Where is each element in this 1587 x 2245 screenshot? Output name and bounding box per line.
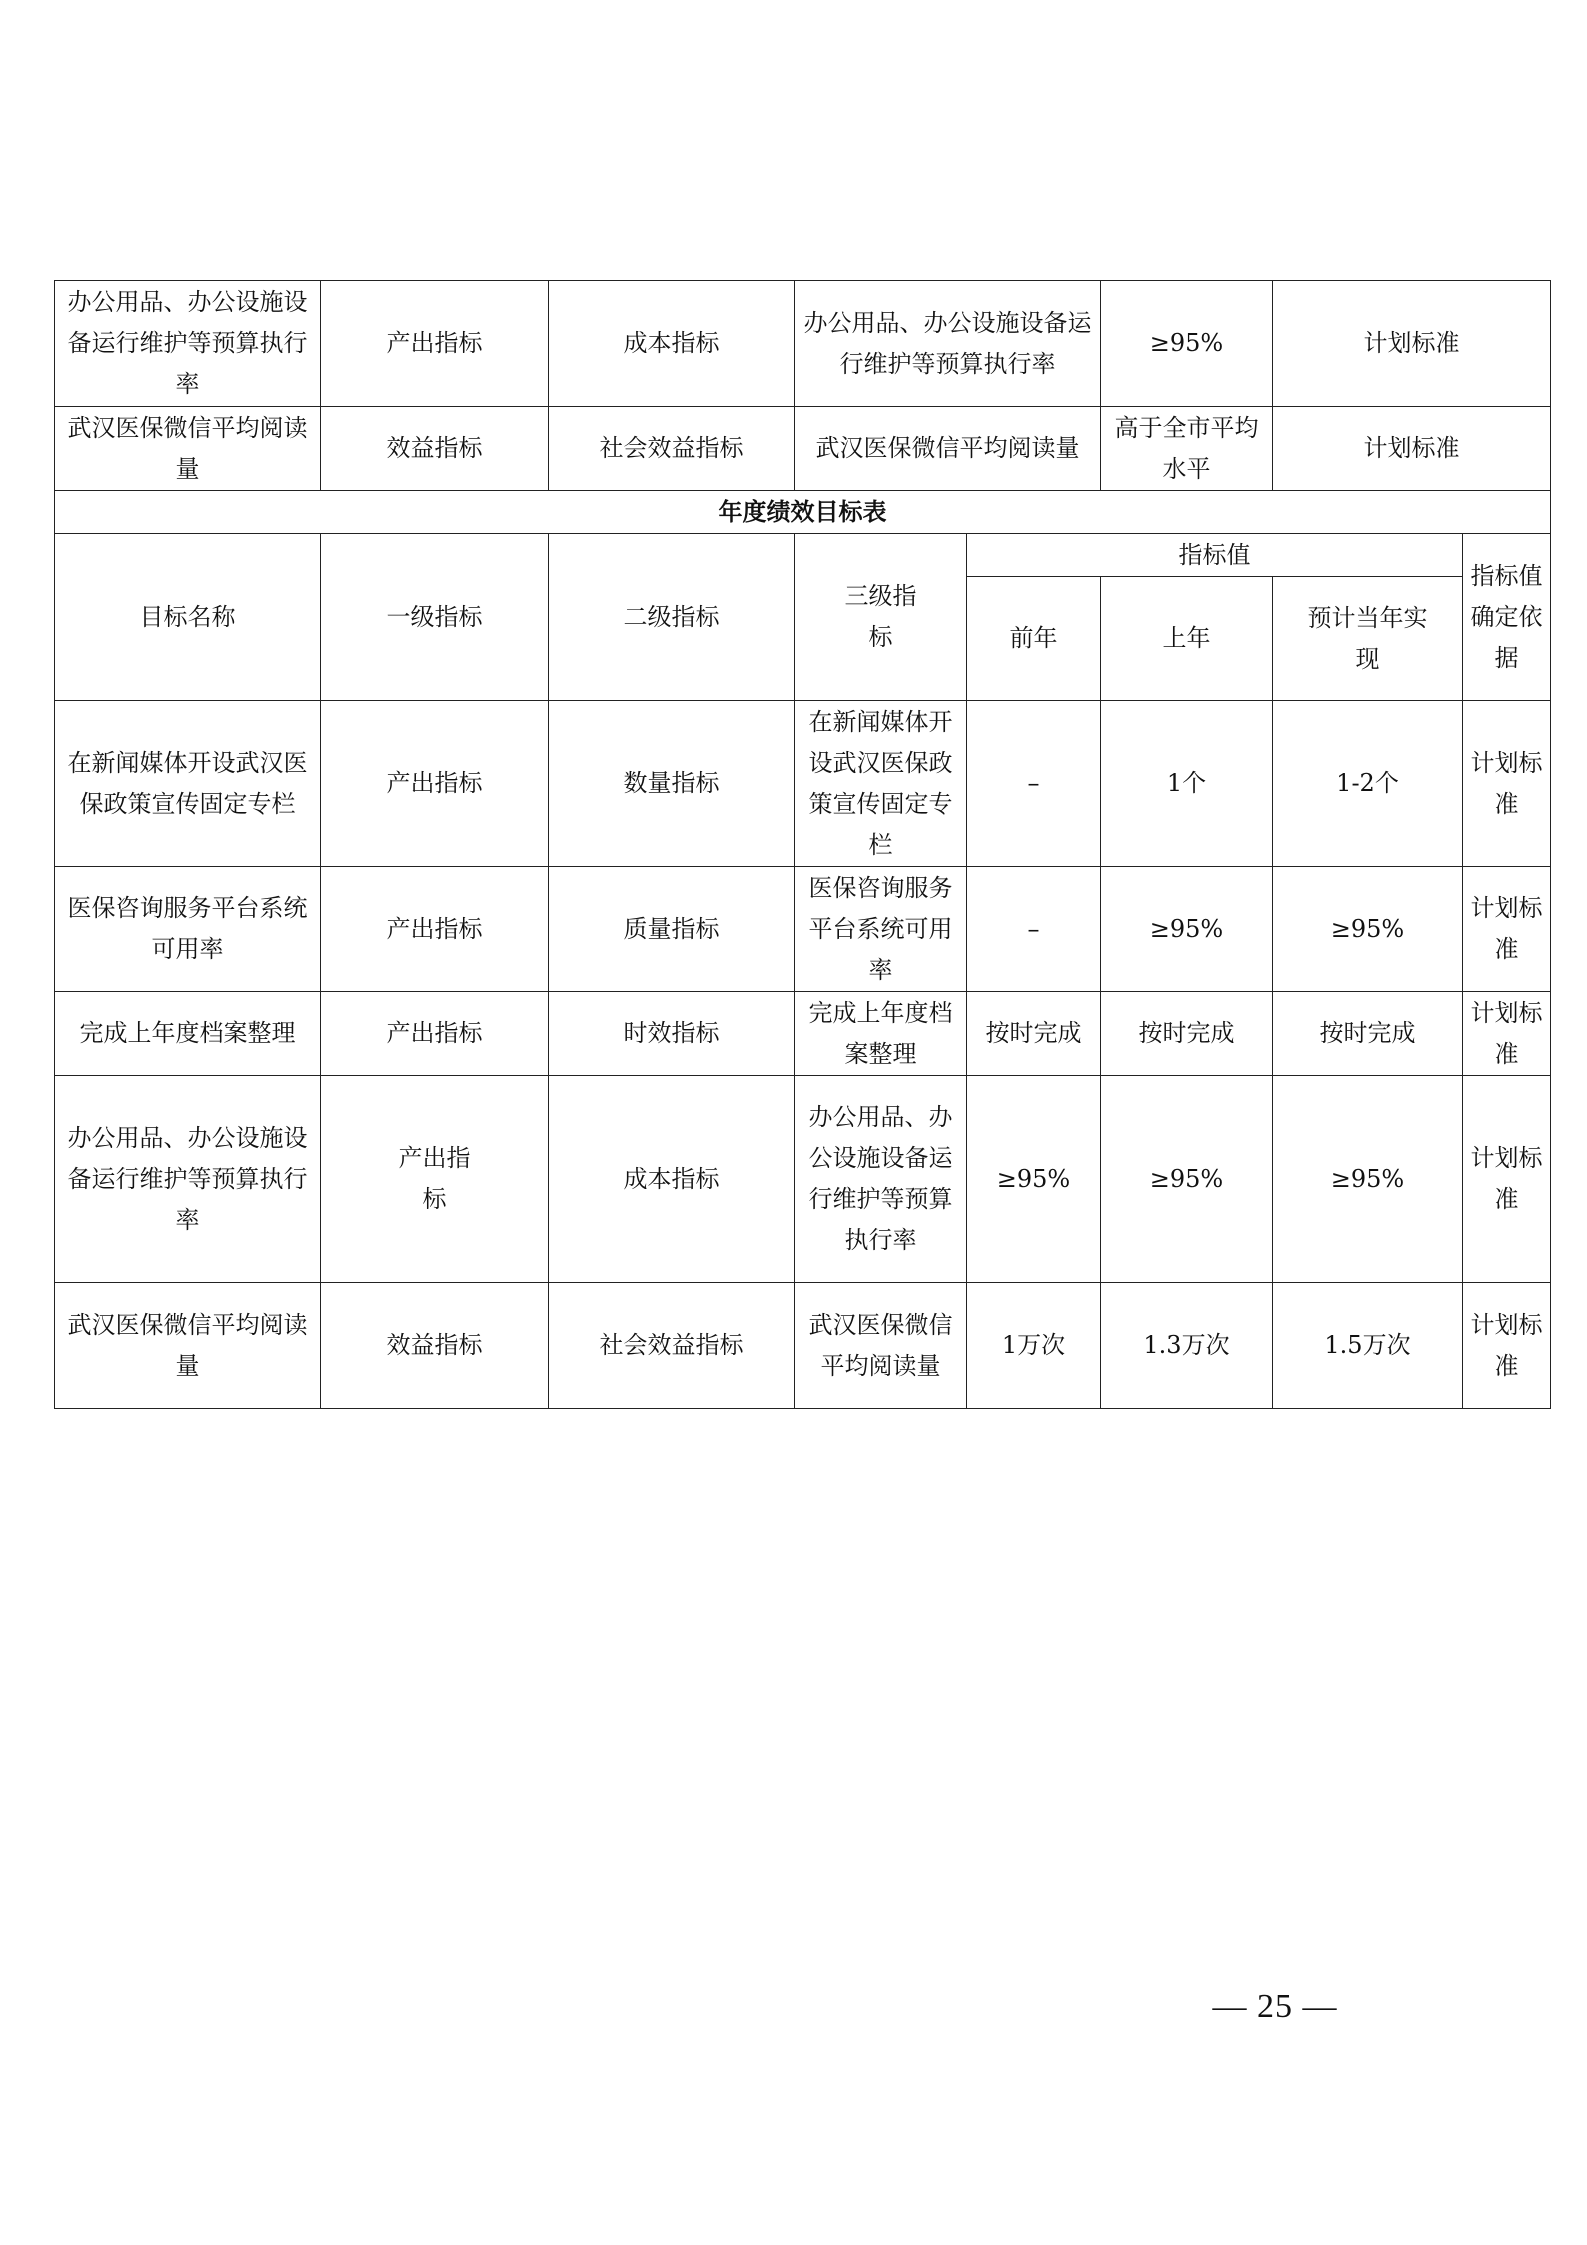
level2-indicator: 成本指标 [549, 1076, 795, 1283]
target-name: 医保咨询服务平台系统可用率 [55, 867, 321, 992]
header-basis: 指标值确定依据 [1463, 534, 1551, 701]
level3-indicator: 医保咨询服务平台系统可用率 [795, 867, 967, 992]
current-year-value: ≥95% [1273, 1076, 1463, 1283]
level2-indicator: 质量指标 [549, 867, 795, 992]
header-prev-year: 前年 [967, 577, 1101, 701]
header-level2: 二级指标 [549, 534, 795, 701]
header-value-group: 指标值 [967, 534, 1463, 577]
level2-indicator: 社会效益指标 [549, 1283, 795, 1409]
level3-indicator: 武汉医保微信平均阅读量 [795, 1283, 967, 1409]
prev-year-value: ≥95% [967, 1076, 1101, 1283]
level2-indicator: 时效指标 [549, 992, 795, 1076]
level3-indicator: 完成上年度档案整理 [795, 992, 967, 1076]
annual-title-row [55, 491, 1551, 534]
value-basis: 计划标准 [1273, 281, 1551, 407]
header-last-year: 上年 [1101, 577, 1273, 701]
target-name: 办公用品、办公设施设备运行维护等预算执行率 [55, 281, 321, 407]
last-year-value: 按时完成 [1101, 992, 1273, 1076]
level3-indicator: 武汉医保微信平均阅读量 [795, 407, 1101, 491]
level1-indicator: 产出指标 [321, 701, 549, 867]
header-level3: 三级指标 [795, 534, 967, 701]
level3-indicator: 在新闻媒体开设武汉医保政策宣传固定专栏 [795, 701, 967, 867]
target-name: 武汉医保微信平均阅读量 [55, 407, 321, 491]
header-current-year: 预计当年实现 [1273, 577, 1463, 701]
table-row [55, 1076, 1551, 1283]
prev-year-value: 按时完成 [967, 992, 1101, 1076]
table-row [55, 407, 1551, 491]
level1-indicator: 产出指标 [321, 281, 549, 407]
level1-indicator: 产出指标 [321, 992, 549, 1076]
table-row [55, 867, 1551, 992]
level3-indicator: 办公用品、办公设施设备运行维护等预算执行率 [795, 1076, 967, 1283]
table-row [55, 992, 1551, 1076]
performance-table [54, 280, 1551, 1409]
level1-indicator: 产出指标 [321, 867, 549, 992]
current-year-value: 1.5万次 [1273, 1283, 1463, 1409]
annual-table-title: 年度绩效目标表 [55, 491, 1551, 534]
table-row [55, 701, 1551, 867]
last-year-value: ≥95% [1101, 867, 1273, 992]
current-year-value: 1-2个 [1273, 701, 1463, 867]
prev-year-value: – [967, 867, 1101, 992]
target-name: 完成上年度档案整理 [55, 992, 321, 1076]
table-row [55, 281, 1551, 407]
last-year-value: ≥95% [1101, 1076, 1273, 1283]
value-basis: 计划标准 [1463, 1076, 1551, 1283]
indicator-value: ≥95% [1101, 281, 1273, 407]
current-year-value: 按时完成 [1273, 992, 1463, 1076]
last-year-value: 1个 [1101, 701, 1273, 867]
target-name: 武汉医保微信平均阅读量 [55, 1283, 321, 1409]
header-row [55, 534, 1551, 577]
level1-indicator: 效益指标 [321, 407, 549, 491]
indicator-value: 高于全市平均水平 [1101, 407, 1273, 491]
header-target-name: 目标名称 [55, 534, 321, 701]
header-level1: 一级指标 [321, 534, 549, 701]
level1-indicator: 效益指标 [321, 1283, 549, 1409]
table-row [55, 1283, 1551, 1409]
current-year-value: ≥95% [1273, 867, 1463, 992]
target-name: 在新闻媒体开设武汉医保政策宣传固定专栏 [55, 701, 321, 867]
level2-indicator: 成本指标 [549, 281, 795, 407]
value-basis: 计划标准 [1463, 867, 1551, 992]
value-basis: 计划标准 [1463, 701, 1551, 867]
value-basis: 计划标准 [1273, 407, 1551, 491]
level3-indicator: 办公用品、办公设施设备运行维护等预算执行率 [795, 281, 1101, 407]
level2-indicator: 数量指标 [549, 701, 795, 867]
level1-indicator: 产出指标 [321, 1076, 549, 1283]
last-year-value: 1.3万次 [1101, 1283, 1273, 1409]
target-name: 办公用品、办公设施设备运行维护等预算执行率 [55, 1076, 321, 1283]
prev-year-value: – [967, 701, 1101, 867]
prev-year-value: 1万次 [967, 1283, 1101, 1409]
page-number: — 25 — [1212, 1988, 1338, 2025]
level2-indicator: 社会效益指标 [549, 407, 795, 491]
value-basis: 计划标准 [1463, 992, 1551, 1076]
value-basis: 计划标准 [1463, 1283, 1551, 1409]
